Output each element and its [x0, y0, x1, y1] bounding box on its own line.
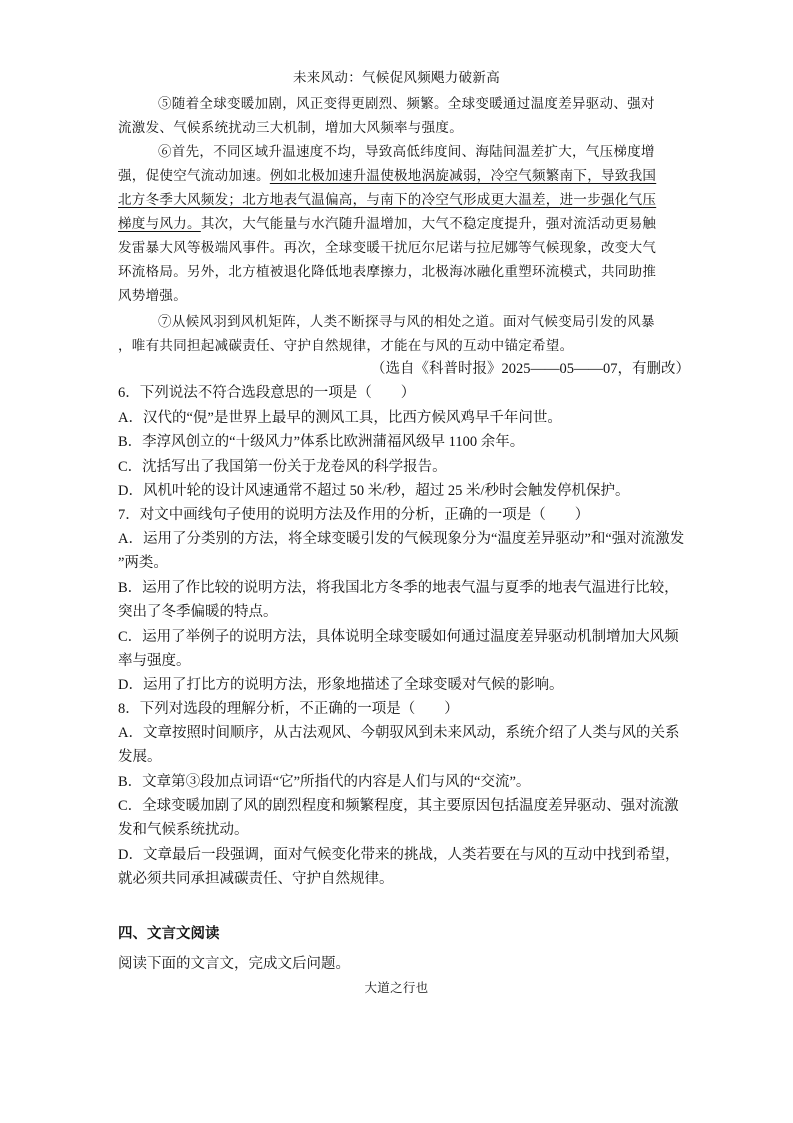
- question-8-stem: 8．下列对选段的理解分析，不正确的一项是（ ）: [118, 701, 459, 717]
- paragraph-6-line-6: 环流格局。另外，北方植被退化降低地表摩擦力，北极海冰融化重塑环流模式，共同助推: [118, 264, 657, 280]
- question-8-option-b: B．文章第③段加点词语“它”所指代的内容是人们与风的“交流”。: [118, 774, 531, 790]
- question-7-option-b-line-2: 突出了冬季偏暖的特点。: [118, 604, 278, 620]
- question-7-option-d: D．运用了打比方的说明方法，形象地描述了全球变暖对气候的影响。: [118, 677, 564, 693]
- paragraph-6-text: 强，促使空气流动加速。: [118, 168, 270, 184]
- question-6-option-d: D．风机叶轮的设计风速通常不超过 50 米/秒，超过 25 米/秒时会触发停机保护。: [118, 483, 630, 499]
- underlined-sentence-end: 梯度与风力。: [118, 216, 201, 232]
- paragraph-6-text: 其次，大气能量与水汽随升温增加，大气不稳定度提升，强对流活动更易触: [200, 216, 657, 232]
- question-6-option-c: C．沈括写出了我国第一份关于龙卷风的科学报告。: [118, 459, 447, 475]
- underlined-sentence: 例如北极加速升温使极地涡旋减弱，冷空气频繁南下，导致我国: [269, 168, 657, 184]
- question-8-option-d-line-2: 就必须共同承担减碳责任、守护自然规律。: [118, 871, 394, 887]
- paragraph-6-line-4: [118, 212, 656, 232]
- paragraph-5-line-1: ⑤随着全球变暖加剧，风正变得更剧烈、频繁。全球变暖通过温度差异驱动、强对: [158, 96, 655, 112]
- question-7-option-b-line-1: B．运用了作比较的说明方法，将我国北方冬季的地表气温与夏季的地表气温进行比较，: [118, 580, 679, 596]
- question-6-option-a: A．汉代的“俔”是世界上最早的测风工具，比西方候风鸡早千年问世。: [118, 410, 562, 426]
- question-7-option-c-line-1: C．运用了举例子的说明方法，具体说明全球变暖如何通过温度差异驱动机制增加大风频: [118, 629, 679, 645]
- question-8-option-c-line-1: C．全球变暖加剧了风的剧烈程度和频繁程度，其主要原因包括温度差异驱动、强对流激: [118, 798, 679, 814]
- paragraph-6-line-2: [118, 164, 656, 184]
- source-citation: （选自《科普时报》2025——05——07，有删改）: [371, 361, 690, 377]
- question-7-option-a-line-1: A．运用了分类别的方法，将全球变暖引发的气候现象分为“温度差异驱动”和“强对流激发: [118, 531, 685, 547]
- question-6-option-b: B．李淳风创立的“十级风力”体系比欧洲蒲福风级早 1100 余年。: [118, 434, 525, 450]
- passage-section-title: 未来风动：气候促风频飓力破新高: [293, 70, 500, 86]
- question-7-option-c-line-2: 率与强度。: [118, 653, 191, 669]
- paragraph-6-line-7: 风势增强。: [118, 288, 187, 304]
- classical-text-title: 大道之行也: [364, 980, 429, 995]
- question-7-stem: 7．对文中画线句子使用的说明方法及作用的分析，正确的一项是（ ）: [118, 507, 590, 523]
- question-7-option-a-line-2: ”两类。: [118, 555, 168, 571]
- section-4-heading: 四、文言文阅读: [118, 926, 220, 942]
- paragraph-6-line-5: 发雷暴大风等极端风事件。再次，全球变暖干扰厄尔尼诺与拉尼娜等气候现象，改变大气: [118, 240, 657, 256]
- paragraph-7-line-1: ⑦从候风羽到风机矩阵，人类不断探寻与风的相处之道。面对气候变局引发的风暴: [158, 314, 655, 330]
- paragraph-5-line-2: 流激发、气候系统扰动三大机制，增加大风频率与强度。: [118, 120, 463, 136]
- question-6-stem: 6．下列说法不符合选段意思的一项是（ ）: [118, 385, 416, 401]
- paragraph-6-line-1: ⑥首先，不同区域升温速度不均，导致高低纬度间、海陆间温差扩大，气压梯度增: [158, 144, 655, 160]
- paragraph-7-line-2: ，唯有共同担起减碳责任、守护自然规律，才能在与风的互动中锚定希望。: [118, 338, 574, 354]
- question-8-option-a-line-2: 发展。: [118, 749, 162, 765]
- question-8-option-c-line-2: 发和气候系统扰动。: [118, 822, 249, 838]
- question-8-option-a-line-1: A．文章按照时间顺序，从古法观风、今朝驭风到未来风动，系统介绍了人类与风的关系: [118, 725, 680, 741]
- underlined-sentence-line-2: 北方冬季大风频发；北方地表气温偏高，与南下的冷空气形成更大温差，进一步强化气压: [118, 192, 657, 208]
- question-8-option-d-line-1: D．文章最后一段强调，面对气候变化带来的挑战，人类若要在与风的互动中找到希望，: [118, 847, 680, 863]
- section-4-instruction: 阅读下面的文言文，完成文后问题。: [118, 956, 350, 972]
